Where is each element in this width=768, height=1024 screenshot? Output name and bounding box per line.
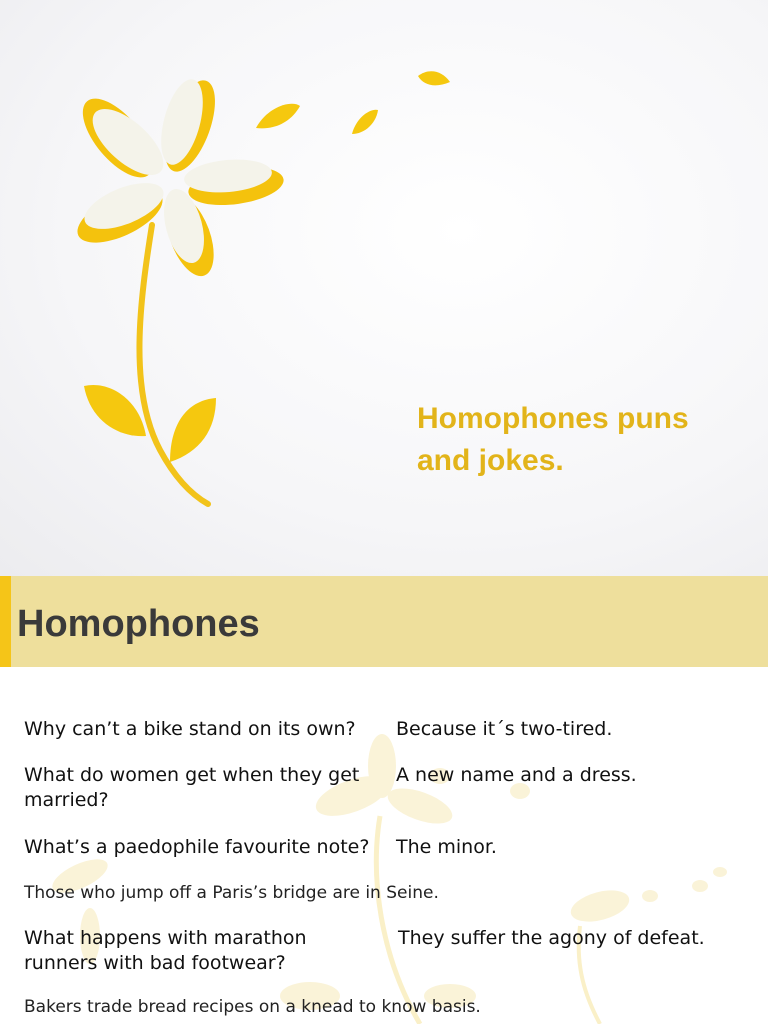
presentation-title [417,398,747,482]
content-slide [0,576,768,1024]
joke-question [24,763,384,813]
joke-question [24,926,364,976]
joke-question-line: What happens with marathon [24,927,307,949]
joke-question-line: runners with bad footwear? [24,952,286,974]
right-leaf [170,398,216,462]
joke-answer: They suffer the agony of defeat. [398,927,705,949]
title-line-2: and jokes. [417,444,564,477]
falling-petal-icon [256,104,300,129]
joke-question-line: married? [24,789,109,811]
joke-answer: The minor. [396,836,497,858]
joke-answer: A new name and a dress. [396,764,637,786]
joke-question: Why can’t a bike stand on its own? [24,718,356,740]
joke-line: Bakers trade bread recipes on a knead to know basis. [24,997,481,1017]
joke-line: Those who jump off a Paris’s bridge are in Seine. [24,883,439,903]
left-leaf [84,385,146,436]
falling-petal-icon [418,71,450,85]
title-line-1: Homophones puns [417,402,689,435]
header-accent-bar [0,576,11,667]
joke-question: What’s a paedophile favourite note? [24,836,370,858]
falling-petal-icon [352,110,378,134]
joke-answer: Because it´s two-tired. [396,718,613,740]
section-heading: Homophones [17,603,260,645]
joke-question-line: What do women get when they get [24,764,360,786]
